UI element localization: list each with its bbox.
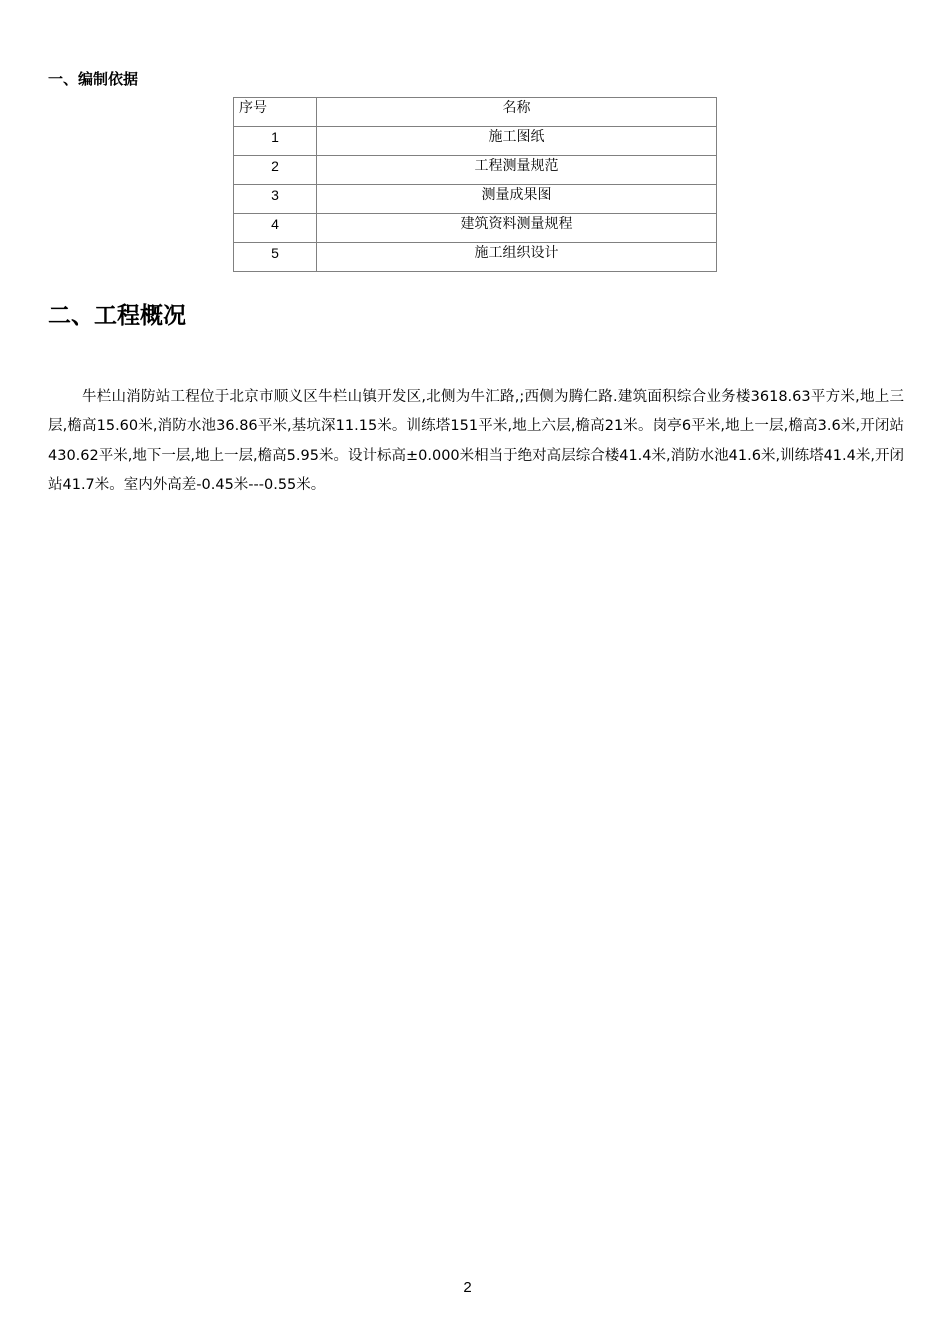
row-number: 5	[234, 243, 317, 272]
overview-paragraph: 牛栏山消防站工程位于北京市顺义区牛栏山镇开发区,北侧为牛汇路,;西侧为腾仁路.建筑面积综合业务楼3618.63平方米,地上三层,檐高15.60米,消防水池36.86平米,基坑深11.15米。训练塔151平米,地上六层,檐高21米。岗亭6平米,地上一层,檐高3.6米,开闭站430.62平米,地下一层,地上一层,檐高5.95米。设计标高±0.000米相当于绝对高层综合楼41.4米,消防水池41.6米,训练塔41.4米,开闭站41.7米。室内外高差-0.45米---0.55米。	[48, 389, 904, 493]
row-number: 4	[234, 214, 317, 243]
table-row	[234, 243, 717, 272]
section-heading-basis: 一、编制依据	[48, 70, 139, 88]
row-name: 测量成果图	[317, 185, 717, 214]
table-row	[234, 156, 717, 185]
column-header-no: 序号	[234, 98, 317, 127]
row-name: 建筑资料测量规程	[317, 214, 717, 243]
page-number: 2	[463, 1279, 472, 1296]
column-header-name: 名称	[317, 98, 717, 127]
row-number: 2	[234, 156, 317, 185]
basis-table	[233, 97, 717, 272]
row-name: 工程测量规范	[317, 156, 717, 185]
table-row	[234, 214, 717, 243]
table-row	[234, 185, 717, 214]
table-header-row	[234, 98, 717, 127]
row-number: 3	[234, 185, 317, 214]
row-name: 施工组织设计	[317, 243, 717, 272]
row-number: 1	[234, 127, 317, 156]
table-row	[234, 127, 717, 156]
section-heading-overview: 二、工程概况	[48, 303, 186, 329]
row-name: 施工图纸	[317, 127, 717, 156]
